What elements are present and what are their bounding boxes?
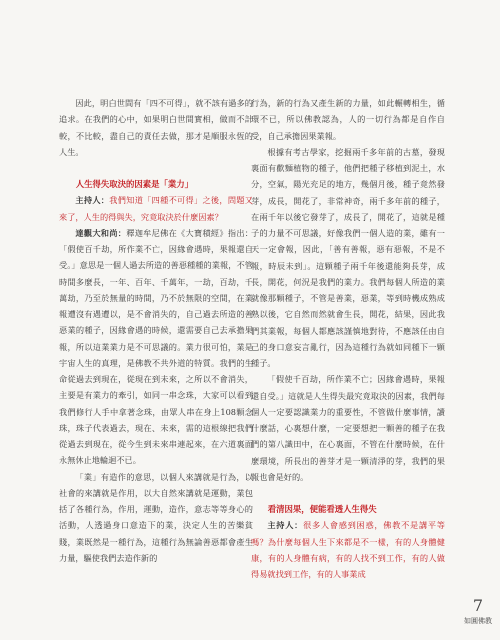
- section-heading-karma: 人生得失取決的因素是「業力」: [75, 179, 194, 189]
- monk-answer: [59, 225, 253, 469]
- archaeology-paragraph: 根據有考古學家，挖掘兩千多年前的古墓，發現裏面有歡麵植物的種子，他們把種子移植到泥土，水分，空氣，陽光充足的地方，幾個月後，種子竟然發芽，成長，開花了，非常神奇，兩千多年前的種子，在兩千年以後它發芽了，成長了，開花了，這就是種子的力量不可思議，好像我們一個人造的業，雖有一天一定會報，因此，「善有善報，惡有惡報，不是不報，時辰未到」。這顆種子兩千年後還能夠長芽，成長，開花，何況是我們的業力。我們每個人所造的業就像那顆種子，不管是善業，惡業，等到時機成熟成熟以後，它自然而然就會生長，開花，結果，因此我們其業報，每個人都應該謹慎地對待，不應該任由自己的身口意妄言亂行，因為這種行為就如同種下一顆種子。: [251, 146, 445, 368]
- section-heading-cause-effect: 看清因果，便能看透人生得失: [267, 504, 377, 514]
- host-label-2: 主持人：: [267, 520, 304, 531]
- left-column: [59, 95, 253, 566]
- page-number: 7: [472, 596, 484, 615]
- host-label: 主持人：: [75, 195, 110, 206]
- host-question: [59, 192, 253, 225]
- host-question-2: [251, 517, 445, 582]
- monk-answer-text: 釋迦牟尼佛在《大寶積經》指出：「假使百千劫，所作業不亡，因緣會遇時，果報還自受。」意思是一個人過去所造的善惡種種的業報，不管時間多麼長，一年、百年、千萬年，一劫，百劫，千萬劫，乃至於無量的時間，乃不於無限的空間，在業報遭沒有遇遭以，是不會消失的，自己過去所造的善惡業的種子，因緣會遇的時候，還需要自己去承擔果報，所以這業業力是不可思議的。業力很可怕，業是宇宙人生的真理，是佛教不共外道的特質。我們的生命從過去到現在，從現在到未來，之所以不會消失，主要是有業力的牽引，如同一串念珠，大家可以看到我們修行人手中拿著念珠，由眾人串在身上108顆念珠，珠子代表過去，現在、未來，需的這根線把我們從過去到現在，從今生到未來串連起來，在六道裏面永無休止地輪迴不已。: [59, 227, 253, 466]
- host-question-text: 我們知道「四種不可得」之後，問題又來了，人生的得與失，究竟取決於什麼因素？: [59, 195, 253, 222]
- host-question-text-2: 很多人會感到困惑，佛教不是講平等嗎？為什麼每個人生下來都是不一樣，有的人身體健康，有的人身體有病，有的人找不到工作，有的人做得易就找到工作，有的人事業成: [251, 520, 445, 579]
- page-footer: [464, 598, 492, 626]
- right-column: [251, 95, 445, 582]
- conclusion-paragraph: 「假使千百劫，所作業不亡；因緣會遇時，果報還自受。」這就是人生得失最究竟取決的因素，我們每個人一定要認識業力的重要性，不管做什麼事情，讀什麼話，心裏想什麼，一定要想把一顆善的種子在我們的第八識田中，在心裏面，不管在什麼時候，在什麼環境，所長出的善芽才是一顆清淨的芽，我們的果報也會是好的。: [251, 374, 445, 482]
- karma-definition-paragraph: 「業」有造作的意思，以個人來講就是行為，以社會的來講就是作用，以大自然來講就是運動，業包括了各種行為，作用，運動，造作，意志等等身心的活動，人透過身口意造下的業，決定人生的苦樂貧賤，業既然是一種行為，這種行為無論善惡都會產生力量，驅使我們去造作新的: [59, 471, 253, 563]
- intro-paragraph: 因此，明白世間有「四不可得」，就不該有過多的追求。在我們的心中，如果明白世間實相，做而不計較，不比較，盡自己的責任去做，那才是順服永恆的人生。: [59, 98, 253, 157]
- monk-label: 達觀大和尚：: [75, 227, 127, 238]
- continued-paragraph: 行為，新的行為又產生新的力量，如此輾轉相生，循環不已，所以佛教認為，人的一切行為都是自作自受，自己承擔因果業報。: [251, 98, 445, 141]
- magazine-logo: 如圓佛教: [464, 617, 492, 625]
